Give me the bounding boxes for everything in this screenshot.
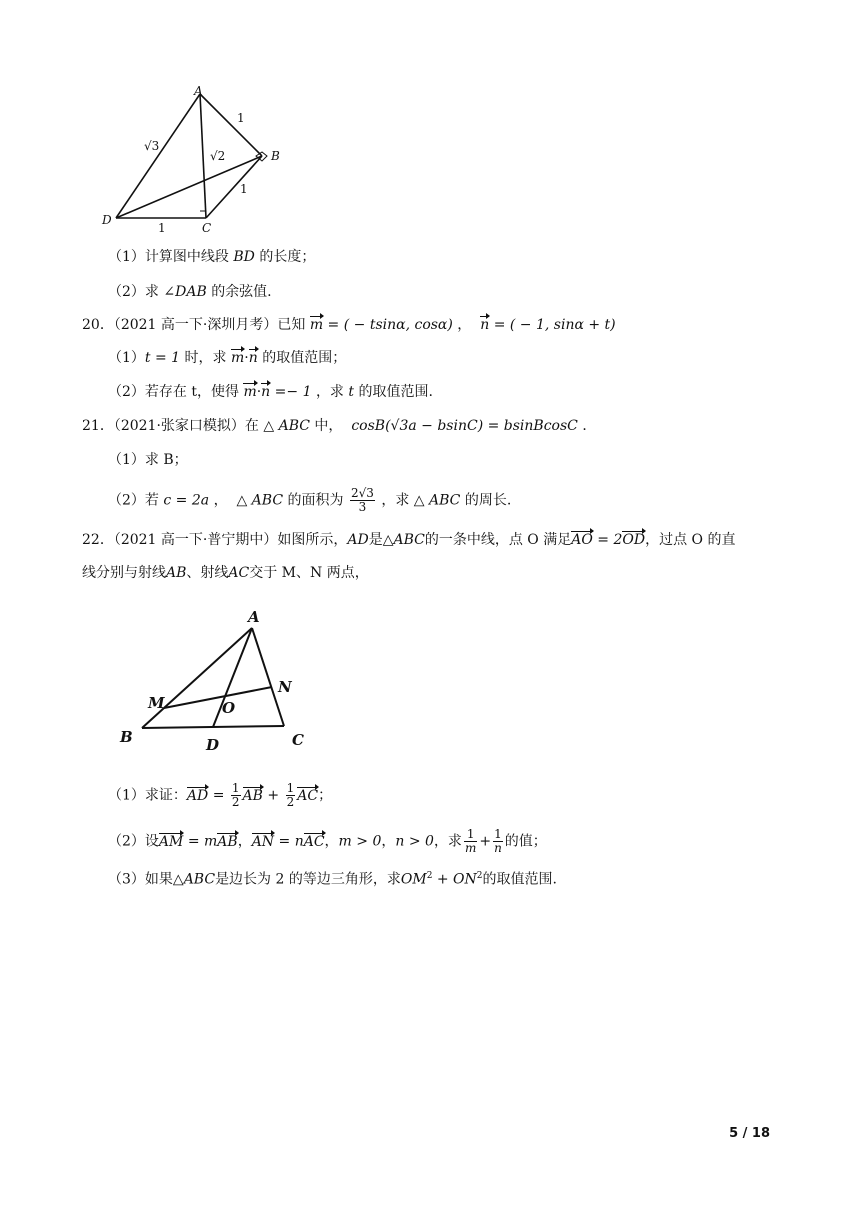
edge-ad: √3 — [144, 139, 160, 153]
label-d: D — [102, 213, 112, 227]
q21-part1: （1）求 B； — [108, 452, 188, 468]
label-a2: A — [248, 608, 260, 626]
area-fraction: $\frac{2√3}{3}$ — [350, 486, 374, 514]
label-o2: O — [222, 699, 236, 717]
edge-ab: 1 — [237, 111, 245, 125]
label-n2: N — [278, 678, 292, 696]
label-m2: M — [148, 694, 165, 712]
q22-part1: （1）求证：AD = $\frac{1}{2}$ AB + $\frac{1}{2}$ AC； — [108, 781, 333, 809]
q20-part1: （1）t = 1 时，求 m·n 的取值范围； — [108, 350, 347, 366]
q21-stem: 21．（2021·张家口模拟）在 △ ABC 中， cosB(√3a − bsinC) = bsinBcosC ． — [82, 418, 597, 434]
q22-stem-line2: 线分别与射线AB、射线AC交于 M、N 两点， — [82, 565, 369, 581]
label-b: B — [271, 149, 280, 163]
quadrilateral-figure — [96, 82, 296, 242]
label-b2: B — [120, 728, 133, 746]
q20-stem: 20．（2021 高一下·深圳月考）已知 m = ( − tsinα, cosα) ， n = ( − 1, sinα + t) — [82, 317, 616, 333]
edge-dc: 1 — [158, 221, 166, 235]
q21-part2: （2）若 c = 2a ， △ ABC 的面积为 $\frac{2√3}{3}$ ，求 △ ABC 的周长. — [108, 486, 512, 514]
q22-part3: （3）如果△ABC是边长为 2 的等边三角形，求$OM^2 + ON^2$的取值范围. — [108, 871, 557, 888]
label-c: C — [202, 221, 212, 235]
label-d2: D — [206, 736, 220, 752]
q22-stem-line1: 22．（2021 高一下·普宁期中）如图所示，AD是△ABC的一条中线，点 O 满足AO = 2OD，过点 O 的直 — [82, 532, 736, 548]
edge-ac: √2 — [210, 149, 226, 163]
triangle-figure — [112, 602, 322, 752]
label-c2: C — [292, 731, 304, 749]
q20-part2: （2）若存在 t，使得 m·n =− 1 ，求 t 的取值范围. — [108, 384, 433, 400]
edge-bc: 1 — [240, 182, 248, 196]
label-a: A — [194, 84, 203, 98]
q22-part2: （2）设AM = mAB，AN = nAC，m > 0，n > 0，求 $\frac{1}{m}$ + $\frac{1}{n}$ 的值； — [108, 827, 547, 855]
q19-part2: （2）求 ∠DAB 的余弦值. — [108, 284, 272, 300]
page-number: 5 / 18 — [729, 1126, 770, 1141]
q19-part1: （1）计算图中线段 BD 的长度； — [108, 249, 316, 265]
